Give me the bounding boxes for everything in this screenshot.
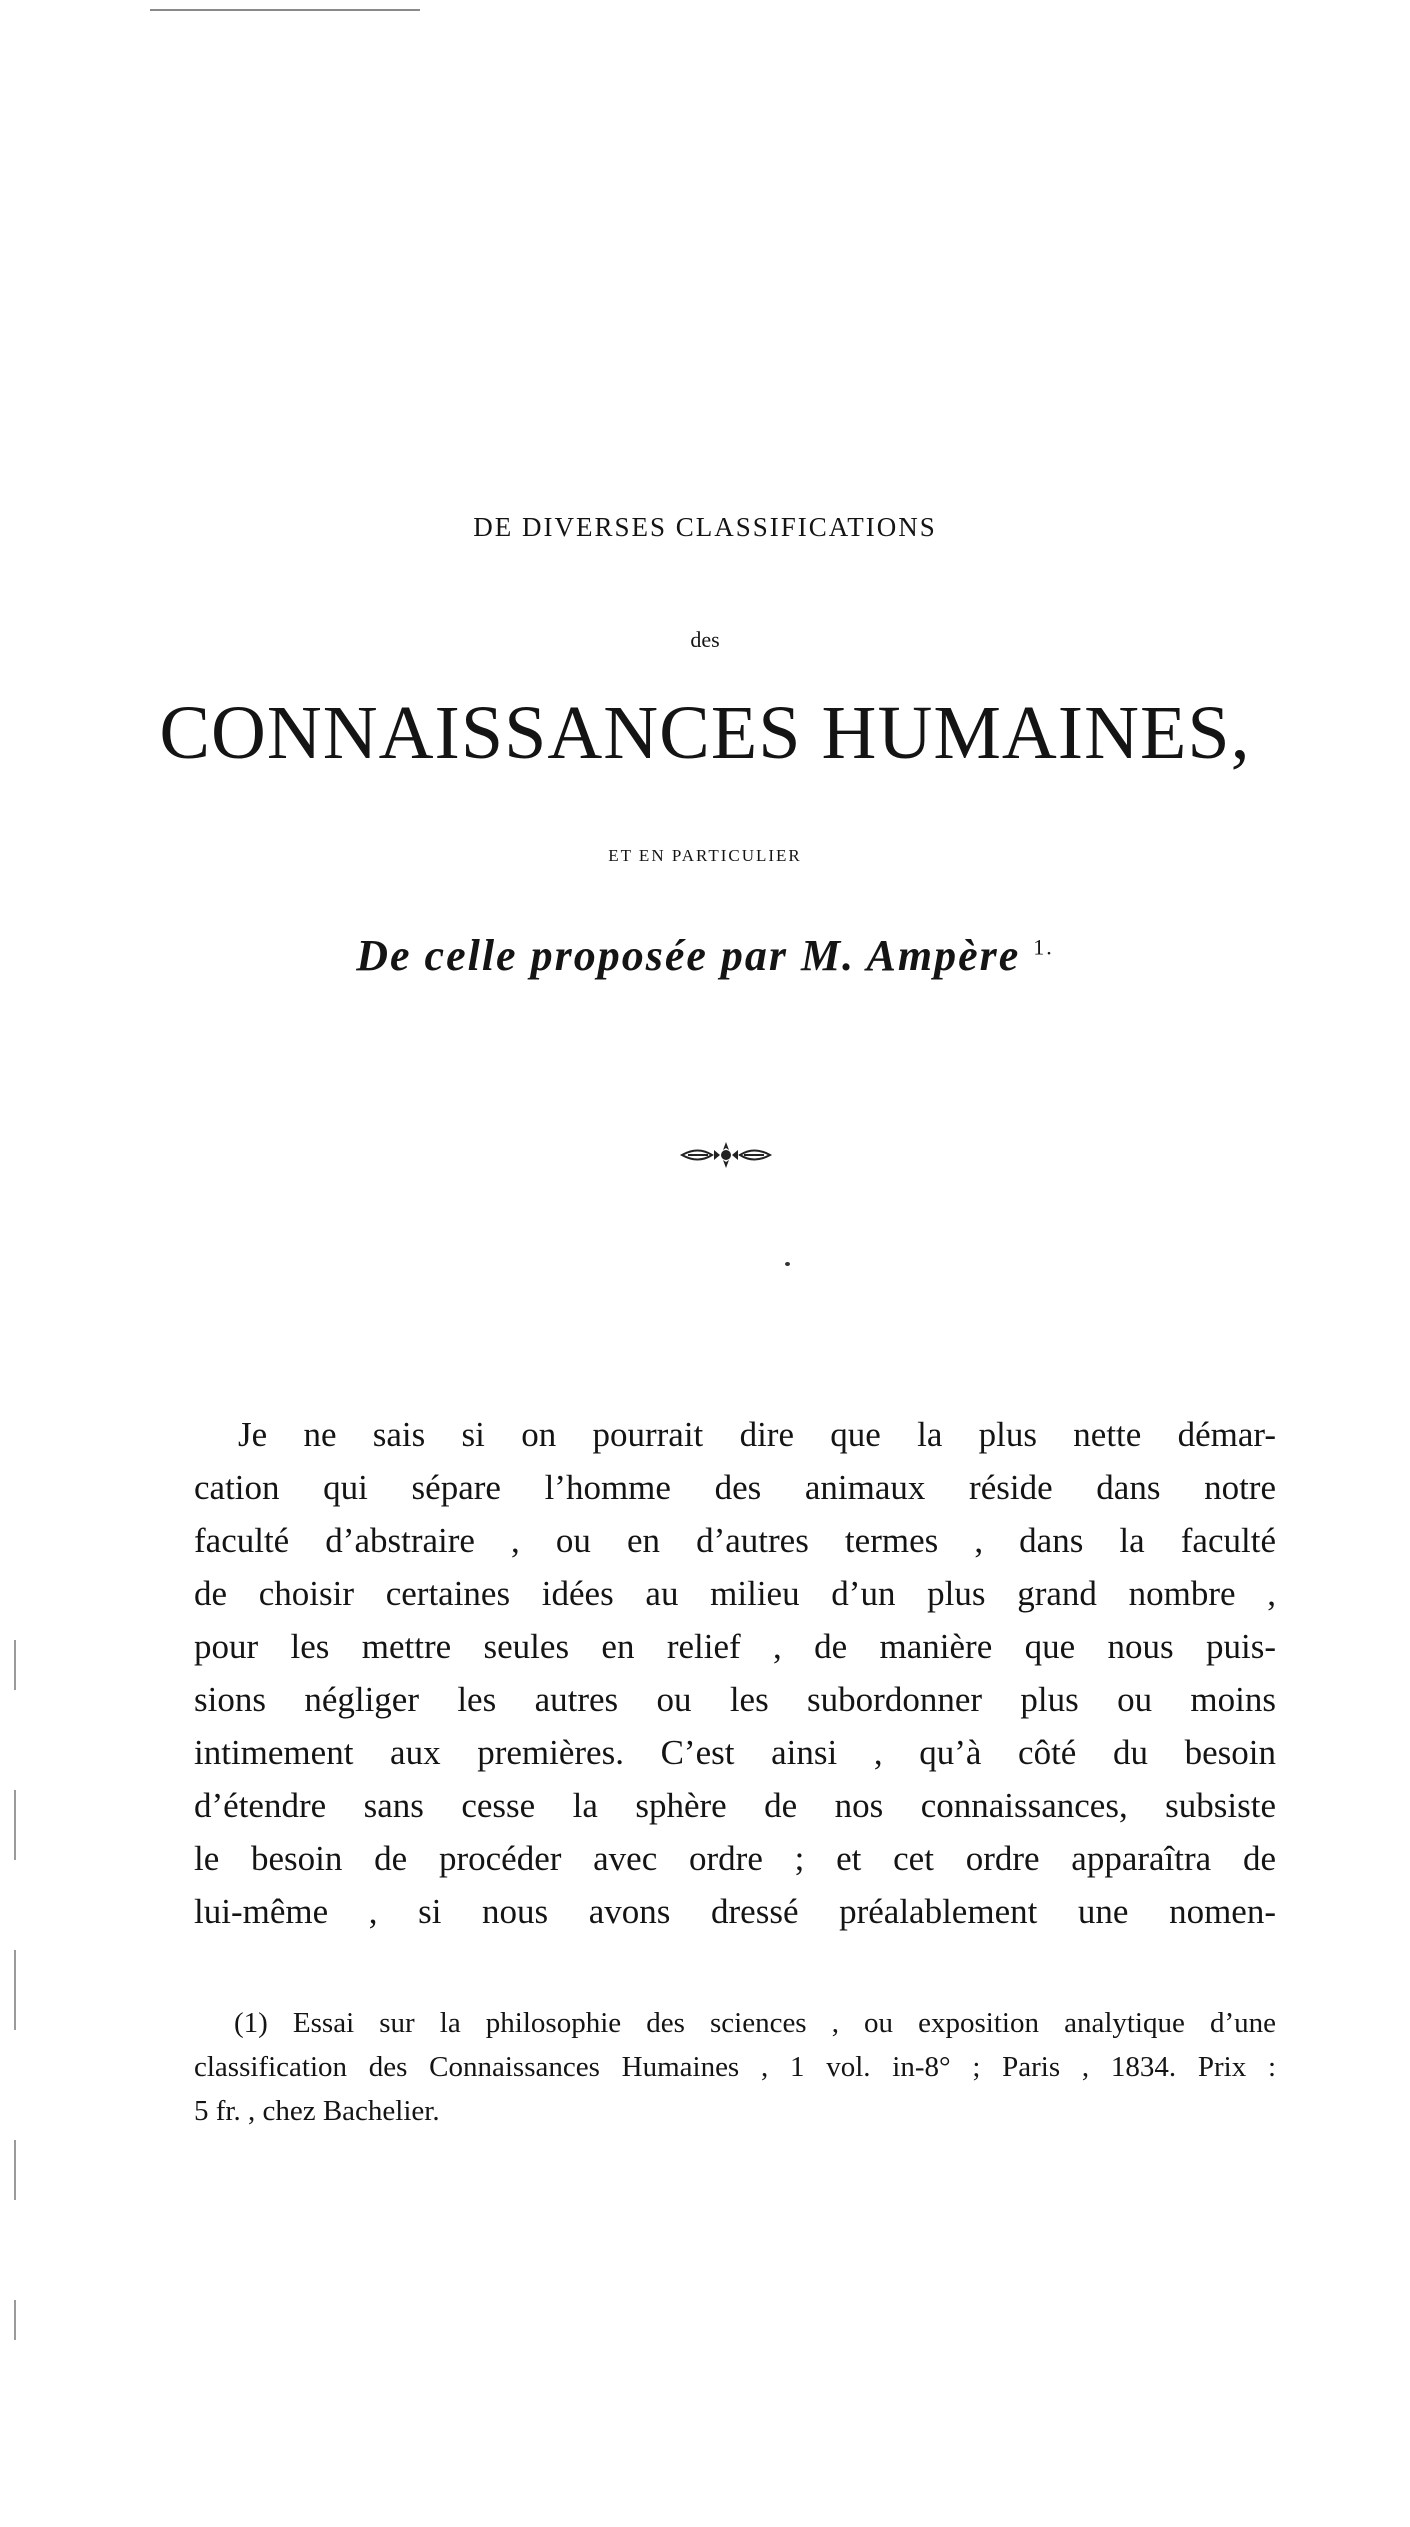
footnote-line: (1) Essai sur la philosophie des sciences , ou exposition analytique d’une (234, 2007, 1276, 2039)
fleuron-ornament-icon (678, 1138, 774, 1172)
footnote-line: 5 fr. , chez Bachelier. (194, 2095, 440, 2127)
body-line: Je ne sais si on pourrait dire que la plus nette démar- (238, 1415, 1276, 1454)
body-line: le besoin de procéder avec ordre ; et cet ordre apparaîtra de (194, 1839, 1276, 1878)
body-line: de choisir certaines idées au milieu d’un plus grand nombre , (194, 1574, 1276, 1613)
ink-dot (785, 1262, 790, 1266)
footnote (194, 2001, 1276, 2133)
main-title: CONNAISSANCES HUMAINES, (159, 691, 1251, 775)
body-line: sions négliger les autres ou les subordonner plus ou moins (194, 1680, 1276, 1719)
heading-line-4: ET EN PARTICULIER (608, 846, 802, 865)
footnote-line: classification des Connaissances Humaines , 1 vol. in-8° ; Paris , 1834. Prix : (194, 2051, 1276, 2083)
scan-artifact-mark (14, 1950, 16, 2030)
body-line: lui-même , si nous avons dressé préalablement une nomen- (194, 1892, 1276, 1931)
heading-line-2: des (690, 627, 720, 652)
footnote-reference: 1. (1033, 934, 1054, 960)
body-line: pour les mettre seules en relief , de manière que nous puis- (194, 1627, 1276, 1666)
scan-artifact-mark (14, 1640, 16, 1690)
body-line: intimement aux premières. C’est ainsi , qu’à côté du besoin (194, 1733, 1276, 1772)
body-paragraph (194, 1408, 1276, 1938)
scan-artifact-mark (14, 2300, 16, 2340)
body-line: faculté d’abstraire , ou en d’autres termes , dans la faculté (194, 1521, 1276, 1560)
heading-line-1: DE DIVERSES CLASSIFICATIONS (473, 512, 937, 542)
subtitle (0, 930, 1410, 981)
subtitle-text: De celle proposée par M. Ampère (356, 931, 1021, 980)
scan-artifact-top-line (150, 9, 420, 11)
scan-artifact-mark (14, 1790, 16, 1860)
scan-artifact-mark (14, 2140, 16, 2200)
body-line: cation qui sépare l’homme des animaux réside dans notre (194, 1468, 1276, 1507)
body-line: d’étendre sans cesse la sphère de nos connaissances, subsiste (194, 1786, 1276, 1825)
